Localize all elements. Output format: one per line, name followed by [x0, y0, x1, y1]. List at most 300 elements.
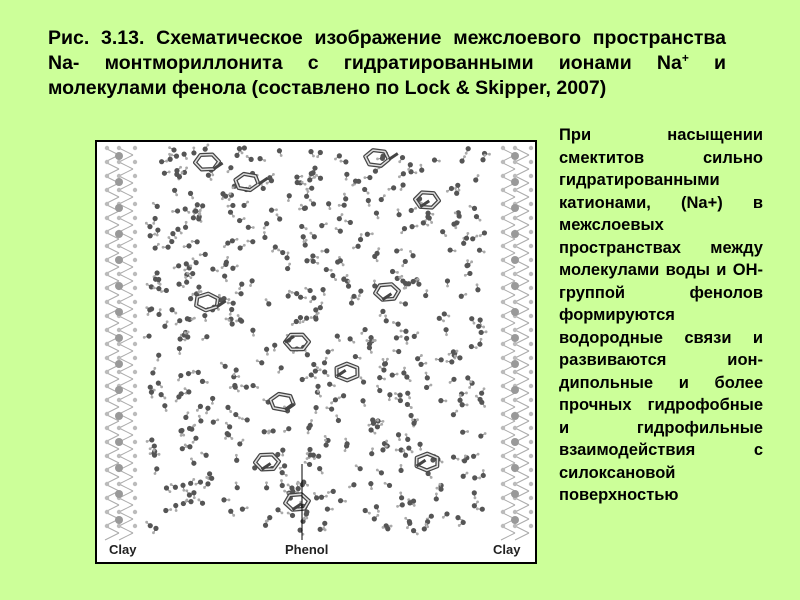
water-oxygen [478, 433, 483, 438]
water-hydrogen [263, 231, 266, 234]
water-oxygen [427, 215, 432, 220]
clay-atom [117, 370, 121, 374]
water-oxygen [424, 385, 429, 390]
clay-bond [119, 505, 133, 512]
water-hydrogen [464, 454, 467, 457]
water-oxygen [384, 318, 389, 323]
clay-atom [105, 216, 109, 220]
water-oxygen [459, 294, 464, 299]
water-oxygen [313, 316, 318, 321]
water-hydrogen [396, 373, 399, 376]
water-hydrogen [242, 439, 245, 442]
clay-atom [117, 454, 121, 458]
clay-atom [133, 160, 137, 164]
water-hydrogen [398, 175, 401, 178]
water-hydrogen [232, 186, 235, 189]
water-oxygen [296, 486, 301, 491]
water-hydrogen [416, 331, 419, 334]
water-oxygen [178, 373, 183, 378]
water-hydrogen [400, 188, 403, 191]
clay-atom [501, 524, 505, 528]
clay-cation [115, 282, 123, 290]
water-hydrogen [235, 481, 238, 484]
clay-atom [133, 230, 137, 234]
water-hydrogen [406, 342, 409, 345]
clay-atom [105, 272, 109, 276]
water-hydrogen [474, 496, 477, 499]
water-hydrogen [445, 333, 448, 336]
water-hydrogen [368, 512, 371, 515]
water-hydrogen [169, 490, 172, 493]
clay-atom [513, 482, 517, 486]
water-hydrogen [432, 213, 435, 216]
water-oxygen [174, 168, 179, 173]
water-oxygen [304, 316, 309, 321]
water-oxygen [299, 224, 304, 229]
water-hydrogen [327, 491, 330, 494]
water-hydrogen [454, 211, 457, 214]
clay-atom [133, 174, 137, 178]
water-oxygen [221, 497, 226, 502]
water-oxygen [367, 175, 372, 180]
clay-cation [115, 490, 123, 498]
clay-bond [515, 218, 529, 225]
clay-bond [119, 526, 133, 533]
clay-atom [105, 412, 109, 416]
water-hydrogen [400, 248, 403, 251]
clay-atom [105, 356, 109, 360]
water-oxygen [411, 421, 416, 426]
water-oxygen [183, 415, 188, 420]
water-oxygen [183, 225, 188, 230]
water-hydrogen [335, 414, 338, 417]
water-hydrogen [345, 178, 348, 181]
water-oxygen [176, 394, 181, 399]
water-oxygen [228, 210, 233, 215]
water-hydrogen [272, 173, 275, 176]
water-hydrogen [287, 199, 290, 202]
water-oxygen [307, 447, 312, 452]
clay-cation [115, 386, 123, 394]
water-oxygen [451, 412, 456, 417]
water-oxygen [372, 516, 377, 521]
water-oxygen [154, 270, 159, 275]
water-hydrogen [173, 266, 176, 269]
water-hydrogen [157, 243, 160, 246]
clay-atom [105, 482, 109, 486]
water-oxygen [469, 344, 474, 349]
water-oxygen [394, 335, 399, 340]
water-hydrogen [469, 205, 472, 208]
water-hydrogen [237, 314, 240, 317]
water-oxygen [198, 479, 203, 484]
clay-atom [529, 510, 533, 514]
water-oxygen [175, 208, 180, 213]
clay-atom [513, 146, 517, 150]
water-hydrogen [177, 379, 180, 382]
water-oxygen [195, 202, 200, 207]
clay-bond [515, 239, 529, 246]
clay-atom [501, 216, 505, 220]
water-hydrogen [266, 353, 269, 356]
water-hydrogen [153, 286, 156, 289]
water-oxygen [478, 317, 483, 322]
water-hydrogen [199, 209, 202, 212]
water-hydrogen [382, 358, 385, 361]
water-hydrogen [385, 445, 388, 448]
water-oxygen [338, 229, 343, 234]
water-hydrogen [330, 402, 333, 405]
water-hydrogen [243, 244, 246, 247]
water-hydrogen [444, 234, 447, 237]
water-oxygen [148, 385, 153, 390]
water-hydrogen [184, 387, 187, 390]
water-hydrogen [438, 160, 441, 163]
water-hydrogen [277, 371, 280, 374]
water-hydrogen [314, 411, 317, 414]
water-hydrogen [403, 287, 406, 290]
clay-cation [511, 282, 519, 290]
clay-atom [105, 370, 109, 374]
clay-atom [513, 216, 517, 220]
water-oxygen [324, 248, 329, 253]
water-oxygen [373, 169, 378, 174]
water-hydrogen [263, 159, 266, 162]
water-hydrogen [409, 250, 412, 253]
water-oxygen [229, 307, 234, 312]
clay-atom [513, 426, 517, 430]
water-hydrogen [398, 438, 401, 441]
water-hydrogen [430, 384, 433, 387]
water-oxygen [188, 296, 193, 301]
clay-atom [501, 356, 505, 360]
clay-atom [105, 342, 109, 346]
water-oxygen [205, 481, 210, 486]
water-hydrogen [145, 521, 148, 524]
clay-atom [501, 230, 505, 234]
water-hydrogen [445, 399, 448, 402]
water-oxygen [267, 515, 272, 520]
water-hydrogen [399, 492, 402, 495]
water-hydrogen [379, 314, 382, 317]
clay-atom [529, 146, 533, 150]
water-hydrogen [225, 279, 228, 282]
water-oxygen [188, 481, 193, 486]
water-hydrogen [235, 454, 238, 457]
water-oxygen [311, 259, 316, 264]
water-hydrogen [355, 464, 358, 467]
phenol-ring-highlight [337, 364, 358, 381]
clay-atom [117, 398, 121, 402]
water-oxygen [262, 429, 267, 434]
clay-bond [119, 316, 133, 323]
clay-bond [515, 498, 529, 505]
water-oxygen [457, 213, 462, 218]
water-oxygen [230, 266, 235, 271]
water-hydrogen [321, 472, 324, 475]
clay-atom [133, 482, 137, 486]
water-oxygen [331, 489, 336, 494]
water-hydrogen [488, 153, 491, 156]
clay-atom [105, 286, 109, 290]
water-hydrogen [315, 313, 318, 316]
water-oxygen [457, 398, 462, 403]
water-oxygen [225, 431, 230, 436]
water-oxygen [333, 397, 338, 402]
water-oxygen [200, 501, 205, 506]
water-hydrogen [359, 357, 362, 360]
water-hydrogen [162, 246, 165, 249]
water-oxygen [454, 191, 459, 196]
water-hydrogen [228, 499, 231, 502]
clay-atom [133, 398, 137, 402]
water-oxygen [272, 343, 277, 348]
clay-atom [513, 272, 517, 276]
water-oxygen [464, 263, 469, 268]
water-oxygen [409, 224, 414, 229]
clay-bond [515, 316, 529, 323]
water-oxygen [319, 495, 324, 500]
clay-atom [133, 496, 137, 500]
water-hydrogen [348, 280, 351, 283]
water-oxygen [362, 187, 367, 192]
water-oxygen [228, 509, 233, 514]
water-hydrogen [216, 418, 219, 421]
water-oxygen [310, 253, 315, 258]
water-hydrogen [166, 320, 169, 323]
water-oxygen [480, 507, 485, 512]
water-oxygen [454, 220, 459, 225]
water-hydrogen [359, 376, 362, 379]
clay-cation [115, 308, 123, 316]
clay-atom [529, 426, 533, 430]
water-oxygen [346, 284, 351, 289]
water-hydrogen [287, 512, 290, 515]
water-oxygen [318, 527, 323, 532]
water-oxygen [368, 427, 373, 432]
water-hydrogen [360, 332, 363, 335]
water-hydrogen [186, 272, 189, 275]
water-hydrogen [399, 301, 402, 304]
water-oxygen [344, 172, 349, 177]
clay-atom [501, 468, 505, 472]
clay-atom [501, 286, 505, 290]
water-oxygen [209, 476, 214, 481]
clay-bond [515, 351, 529, 358]
water-hydrogen [316, 256, 319, 259]
clay-atom [529, 286, 533, 290]
clay-cation [511, 256, 519, 264]
water-oxygen [396, 432, 401, 437]
water-oxygen [309, 171, 314, 176]
water-hydrogen [416, 533, 419, 536]
clay-atom [501, 454, 505, 458]
clay-atom [105, 524, 109, 528]
water-oxygen [159, 392, 164, 397]
clay-atom [117, 146, 121, 150]
water-hydrogen [468, 386, 471, 389]
water-hydrogen [338, 396, 341, 399]
water-hydrogen [406, 526, 409, 529]
water-oxygen [329, 406, 334, 411]
water-oxygen [415, 356, 420, 361]
water-oxygen [246, 225, 251, 230]
water-hydrogen [281, 454, 284, 457]
water-hydrogen [249, 284, 252, 287]
water-hydrogen [300, 175, 303, 178]
water-oxygen [162, 171, 167, 176]
water-hydrogen [390, 525, 393, 528]
clay-cation [115, 438, 123, 446]
clay-atom [105, 454, 109, 458]
clay-atom [105, 230, 109, 234]
water-oxygen [438, 487, 443, 492]
water-oxygen [411, 528, 416, 533]
water-hydrogen [146, 440, 149, 443]
water-hydrogen [331, 349, 334, 352]
water-oxygen [411, 279, 416, 284]
water-hydrogen [266, 182, 269, 185]
water-hydrogen [374, 432, 377, 435]
clay-label-left: Clay [109, 542, 137, 557]
water-hydrogen [398, 276, 401, 279]
water-hydrogen [229, 192, 232, 195]
water-hydrogen [179, 166, 182, 169]
clay-cation [115, 360, 123, 368]
clay-atom [513, 160, 517, 164]
water-hydrogen [305, 227, 308, 230]
clay-bond [515, 323, 529, 330]
water-oxygen [203, 147, 208, 152]
water-oxygen [396, 349, 401, 354]
clay-atom [133, 188, 137, 192]
water-hydrogen [340, 160, 343, 163]
clay-atom [105, 244, 109, 248]
water-hydrogen [382, 526, 385, 529]
water-oxygen [156, 380, 161, 385]
water-oxygen [351, 294, 356, 299]
clay-cation [115, 334, 123, 342]
water-hydrogen [210, 178, 213, 181]
water-oxygen [249, 157, 254, 162]
water-oxygen [324, 267, 329, 272]
clay-bond [515, 295, 529, 302]
water-oxygen [202, 313, 207, 318]
water-oxygen [304, 194, 309, 199]
water-oxygen [444, 511, 449, 516]
water-oxygen [407, 521, 412, 526]
water-hydrogen [388, 398, 391, 401]
water-hydrogen [305, 376, 308, 379]
water-hydrogen [271, 250, 274, 253]
clay-cation [115, 178, 123, 186]
water-hydrogen [464, 293, 467, 296]
water-hydrogen [323, 293, 326, 296]
water-oxygen [442, 311, 447, 316]
water-hydrogen [236, 265, 239, 268]
clay-bond [119, 246, 133, 253]
water-oxygen [401, 171, 406, 176]
water-hydrogen [231, 437, 234, 440]
water-oxygen [286, 426, 291, 431]
clay-atom [105, 174, 109, 178]
clay-atom [133, 314, 137, 318]
water-hydrogen [149, 452, 152, 455]
water-oxygen [280, 448, 285, 453]
clay-atom [117, 342, 121, 346]
water-oxygen [351, 482, 356, 487]
clay-atom [105, 398, 109, 402]
clay-atom [133, 258, 137, 262]
water-oxygen [233, 385, 238, 390]
water-hydrogen [435, 358, 438, 361]
water-hydrogen [383, 378, 386, 381]
water-oxygen [207, 471, 212, 476]
water-hydrogen [283, 430, 286, 433]
water-hydrogen [193, 496, 196, 499]
water-hydrogen [483, 405, 486, 408]
water-oxygen [474, 214, 479, 219]
water-hydrogen [190, 457, 193, 460]
water-hydrogen [342, 263, 345, 266]
water-hydrogen [205, 476, 208, 479]
water-hydrogen [483, 387, 486, 390]
water-hydrogen [416, 225, 419, 228]
water-oxygen [419, 167, 424, 172]
water-hydrogen [154, 472, 157, 475]
water-hydrogen [256, 386, 259, 389]
clay-bond [119, 239, 133, 246]
water-hydrogen [221, 197, 224, 200]
water-hydrogen [184, 331, 187, 334]
water-hydrogen [246, 155, 249, 158]
clay-bond [119, 428, 133, 435]
water-hydrogen [310, 316, 313, 319]
water-hydrogen [180, 434, 183, 437]
water-hydrogen [376, 419, 379, 422]
clay-bond [515, 197, 529, 204]
water-oxygen [245, 417, 250, 422]
water-hydrogen [246, 240, 249, 243]
water-hydrogen [189, 264, 192, 267]
water-oxygen [472, 503, 477, 508]
water-hydrogen [395, 397, 398, 400]
water-hydrogen [482, 469, 485, 472]
water-hydrogen [291, 323, 294, 326]
water-hydrogen [324, 435, 327, 438]
water-oxygen [176, 282, 181, 287]
clay-atom [529, 174, 533, 178]
water-hydrogen [216, 270, 219, 273]
water-hydrogen [413, 504, 416, 507]
clay-bond [119, 498, 133, 505]
clay-atom [105, 384, 109, 388]
clay-atom [501, 426, 505, 430]
water-oxygen [366, 198, 371, 203]
water-oxygen [188, 499, 193, 504]
water-hydrogen [351, 184, 354, 187]
water-hydrogen [376, 158, 379, 161]
water-oxygen [180, 446, 185, 451]
water-hydrogen [376, 514, 379, 517]
water-oxygen [313, 307, 318, 312]
clay-atom [529, 370, 533, 374]
water-oxygen [237, 441, 242, 446]
water-hydrogen [320, 250, 323, 253]
clay-atom [513, 510, 517, 514]
water-oxygen [348, 336, 353, 341]
water-oxygen [466, 146, 471, 151]
